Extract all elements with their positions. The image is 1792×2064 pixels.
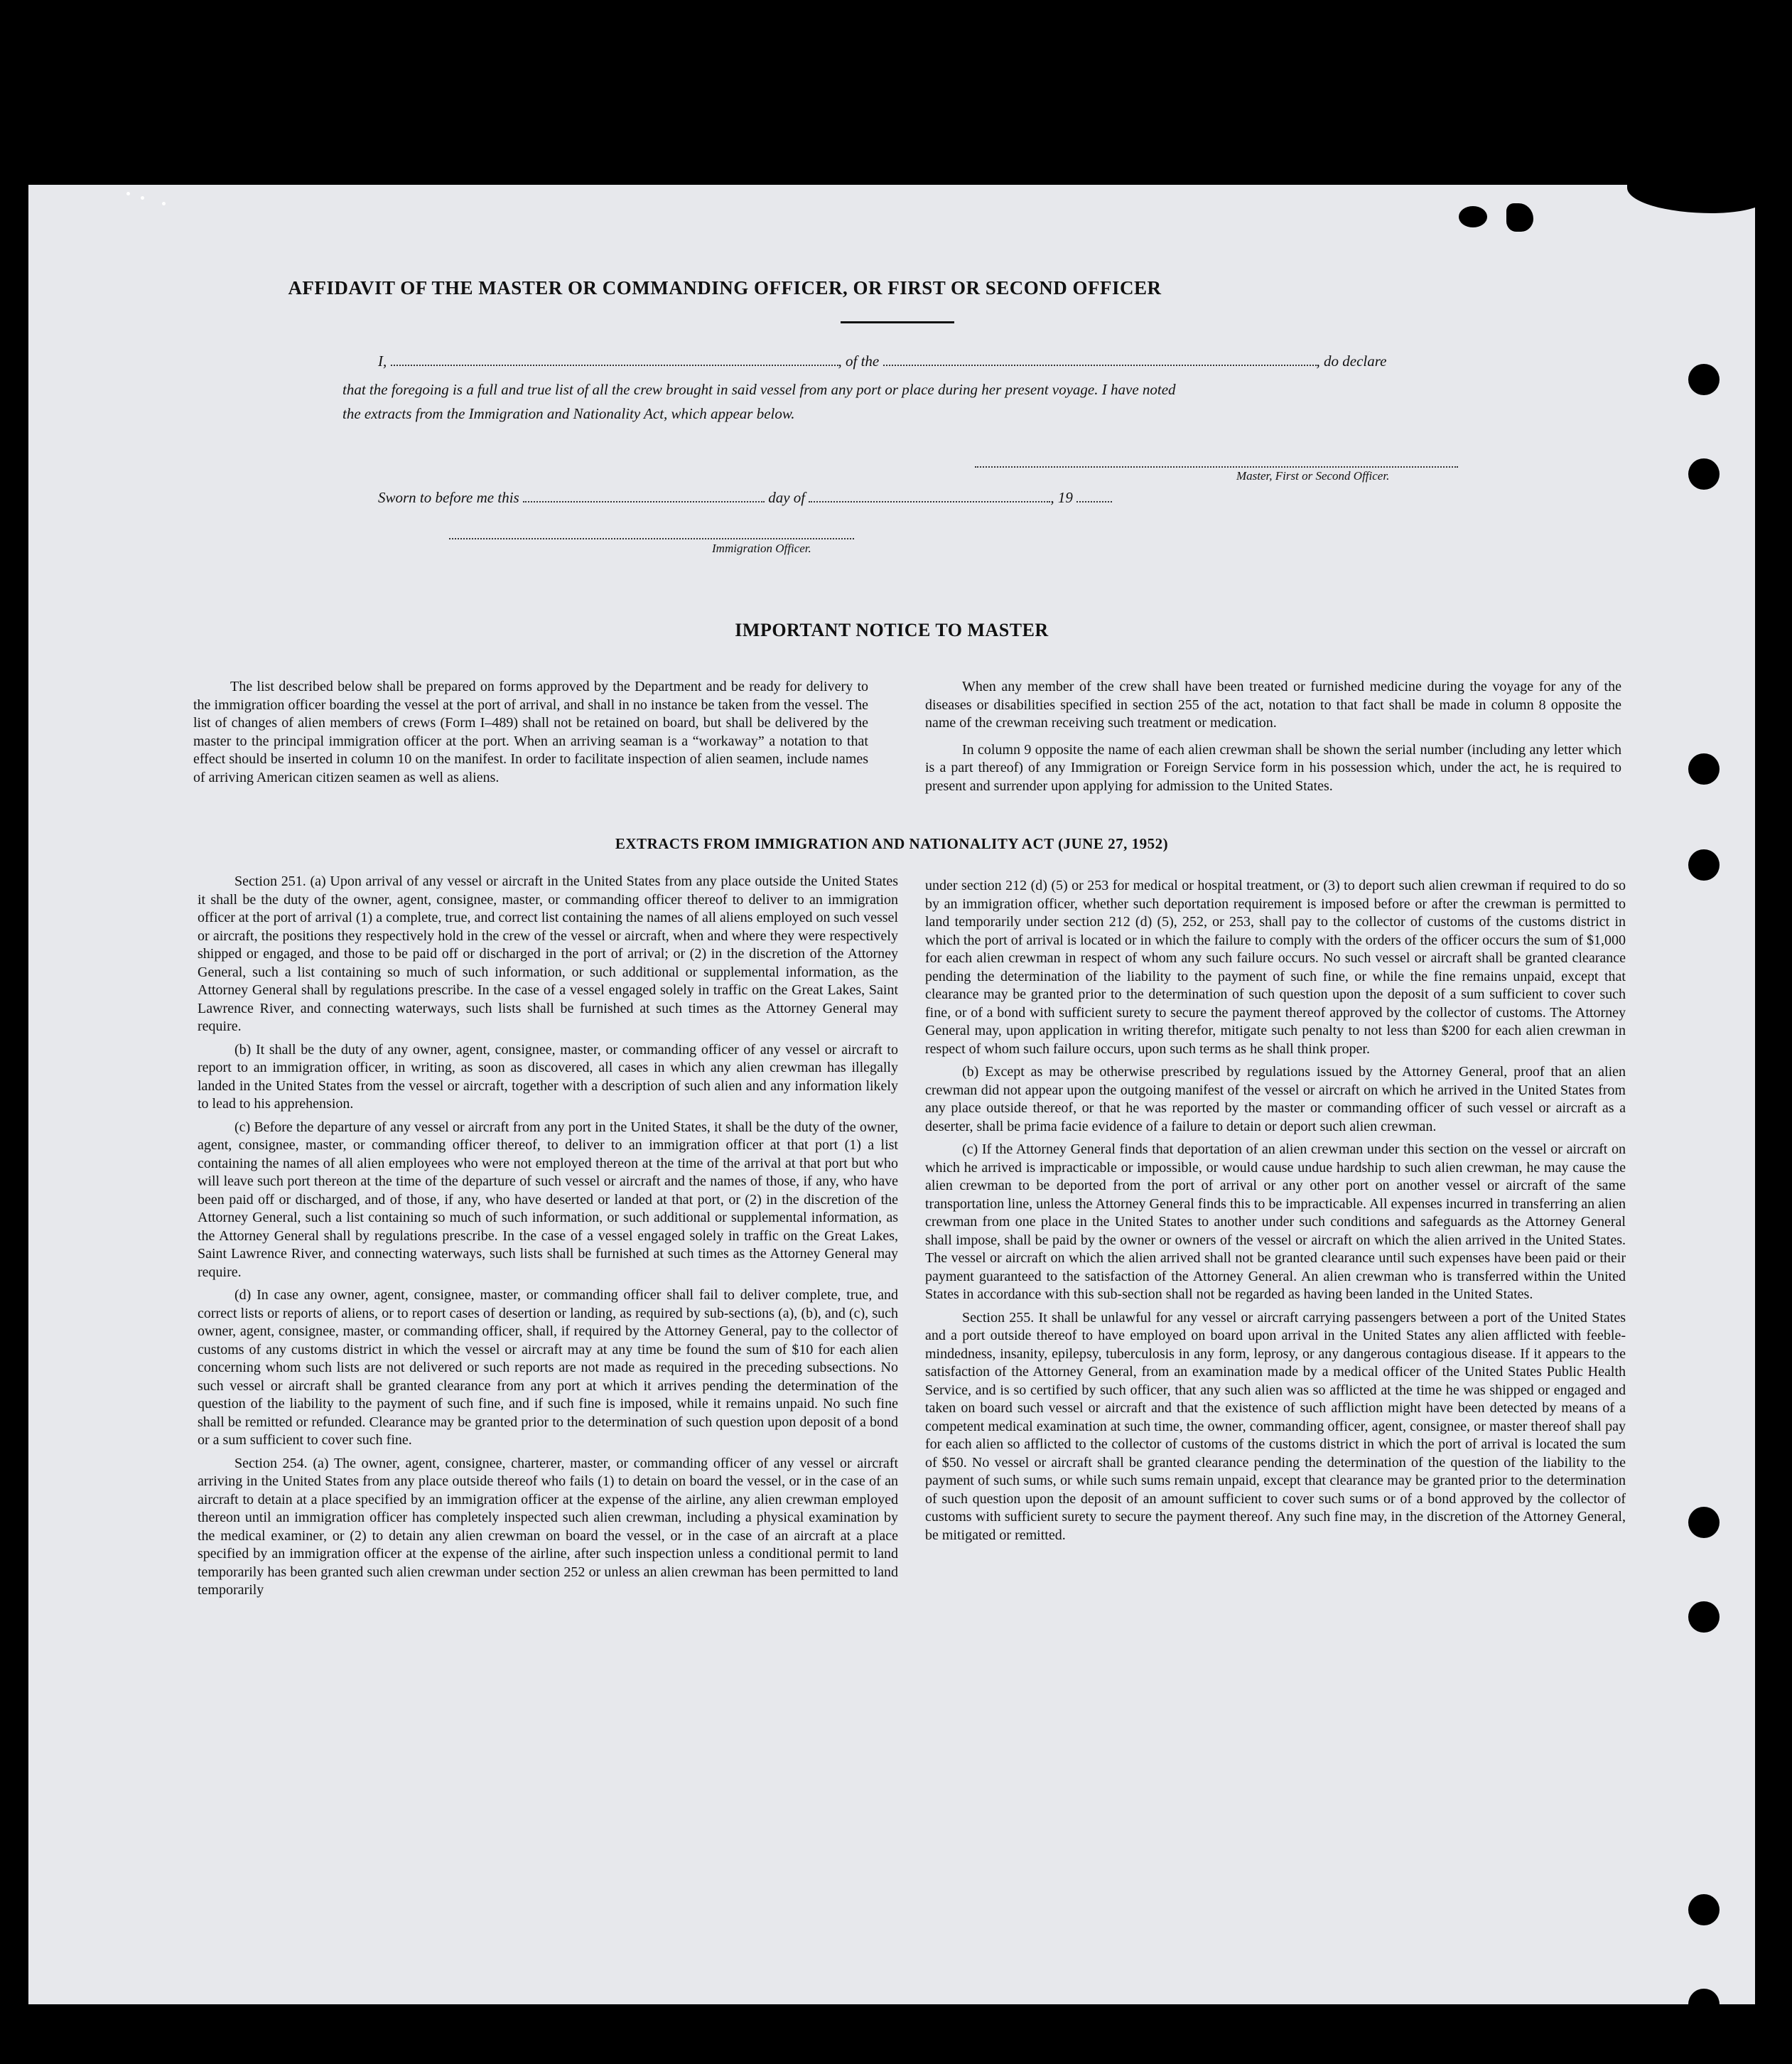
extract-paragraph: (b) It shall be the duty of any owner, agent, consignee, master, or commanding officer of any vessel or aircraft to report to an immigration officer, in writing, as soon as discovered, all cases in which any alien crewman has illegally landed in the United States from the vessel or aircraft, together with a description of such alien and any information likely to lead to his apprehension. (198, 1041, 898, 1112)
affidavit-title: AFFIDAVIT OF THE MASTER OR COMMANDING OFFICER, OR FIRST OR SECOND OFFICER (288, 277, 1162, 299)
notice-right-paragraph-2: In column 9 opposite the name of each alien crewman shall be shown the serial number (including any letter which is a part thereof) of any Immigration or Foreign Service form in his possession which, under the act, he is required to present and surrender upon applying for admission to the United States. (925, 741, 1621, 794)
extracts-left-column (198, 873, 898, 1605)
sworn-label: Sworn to before me this (378, 489, 519, 506)
vessel-blank[interactable] (883, 364, 1317, 366)
binder-hole (1688, 753, 1720, 785)
declaration-line-1 (378, 353, 1386, 370)
officer-signature-line[interactable] (449, 537, 854, 539)
document-page (28, 185, 1755, 2004)
day-of-label: day of (768, 489, 806, 506)
sworn-year-blank[interactable] (1076, 500, 1112, 502)
master-signature-label: Master, First or Second Officer. (1236, 469, 1390, 483)
extract-paragraph: (b) Except as may be otherwise prescribed by regulations issued by the Attorney General, proof that an alien crewman did not appear upon the outgoing manifest of the vessel or aircraft on which he arrived in the United States from any place outside thereof, or that he was reported by the master or commanding officer of such vessel or aircraft as a deserter, shall be prima facie evidence of a failure to detain or deport such alien crewman. (925, 1064, 1626, 1134)
binder-hole (1688, 1989, 1720, 2020)
extract-paragraph: under section 212 (d) (5) or 253 for medical or hospital treatment, or (3) to deport such alien crewman if required to do so by an immigration officer, whether such deportation requirement is imposed before or after the crewman is permitted to land temporarily under section 212 (d) (5), 252, or 253, shall pay to the collector of customs of the customs district in which the port of arrival is located or in which the failure to comply with the orders of the officer occurs the sum of $1,000 for each alien crewman in respect of whom any such failure occurs. No such vessel or aircraft shall be granted clearance pending the determination of the liability to the payment of such fine, or while the fine remains unpaid, except that clearance may be granted prior to the determination of such question upon the deposit of a sum sufficient to cover such fine, or of a bond with sufficient surety to secure the payment thereof approved by the collector of customs. The Attorney General may, upon application in writing therefor, mitigate such penalty to not less than $200 for each alien crewman in respect of whom such failure occurs, upon such terms as he shall think proper. (925, 878, 1626, 1057)
notice-right-column (925, 678, 1621, 800)
name-blank[interactable] (391, 364, 838, 366)
declaration-line-3: the extracts from the Immigration and Nationality Act, which appear below. (342, 405, 795, 422)
of-the-label: , of the (838, 353, 880, 370)
ink-blot (1506, 203, 1533, 232)
officer-signature-label: Immigration Officer. (712, 542, 811, 555)
year-label: , 19 (1050, 489, 1073, 506)
binder-hole (1688, 364, 1720, 395)
extract-paragraph: Section 254. (a) The owner, agent, consignee, charterer, master, or commanding officer of any vessel or aircraft arriving in the United States from any place outside thereof who fails (1) to detain on board the vessel, or in the case of an aircraft to detain at a place specified by an immigration officer at the expense of the airline, any alien crewman employed thereon until an immigration officer has completely inspected such alien crewman, including a physical examination by the medical examiner, or (2) to detain any alien crewman on board the vessel, or in the case of an aircraft at a place specified by an immigration officer at the expense of the airline, after such inspection unless a conditional permit to land temporarily has been granted such alien crewman under section 252 or unless an alien crewman has been permitted to land temporarily (198, 1455, 898, 1598)
sworn-line (378, 489, 1112, 507)
dust-speck (162, 202, 166, 205)
master-signature-line[interactable] (975, 466, 1458, 468)
do-declare-label: , do declare (1316, 353, 1387, 370)
declaration-line-2: that the foregoing is a full and true list of all the crew brought in said vessel from any port or place during her present voyage. I have noted (342, 381, 1176, 398)
extract-paragraph: Section 251. (a) Upon arrival of any vessel or aircraft in the United States from any place outside the United States it shall be the duty of the owner, agent, consignee, master, or commanding officer thereof to deliver to an immigration officer at the port of arrival (1) a complete, true, and correct list containing the names of all aliens employed on such vessel or aircraft, the positions they respectively hold in the crew of the vessel or aircraft, when and where they were respectively shipped or engaged, and those to be paid off or discharged in the port of arrival; or (2) in the discretion of the Attorney General, such a list containing so much of such information, or such additional or supplemental information, as the Attorney General shall by regulations prescribe. In the case of a vessel engaged solely in traffic on the Great Lakes, Saint Lawrence River, and connecting waterways, such lists shall be furnished at such times as the Attorney General may require. (198, 874, 898, 1034)
sworn-month-blank[interactable] (809, 500, 1050, 502)
sworn-day-blank[interactable] (523, 500, 765, 502)
i-label: I, (378, 353, 387, 370)
extracts-title: EXTRACTS FROM IMMIGRATION AND NATIONALITY ACT (JUNE 27, 1952) (615, 835, 1169, 852)
binder-hole (1688, 1507, 1720, 1538)
extract-paragraph: (d) In case any owner, agent, consignee, master, or commanding officer shall fail to deliver complete, true, and correct lists or reports of aliens, or to report cases of desertion or landing, as required by sub-sections (a), (b), and (c), such owner, agent, consignee, master, or commanding officer, shall, if required by the Attorney General, pay to the collector of customs of any customs district in which the vessel or aircraft may at any time be found the sum of $10 for each alien concerning whom such lists are not delivered or such reports are not made as required in the preceding subsections. No such vessel or aircraft shall be granted clearance from any port at which it arrives pending the determination of the question of the liability to the payment of such fine, and if such fine is imposed, while it remains unpaid. No such fine shall be remitted or refunded. Clearance may be granted prior to the determination of such question upon deposit of a bond or a sum sufficient to cover such fine. (198, 1287, 898, 1448)
binder-hole (1688, 458, 1720, 490)
dust-speck (141, 196, 144, 200)
extract-paragraph: Section 255. It shall be unlawful for any vessel or aircraft carrying passengers between a port of the United States and a port outside thereof to have employed on board upon arrival in the United States any alien afflicted with feeble-mindedness, insanity, epilepsy, tuberculosis in any form, leprosy, or any dangerous contagious disease. If it appears to the satisfaction of the Attorney General, from an examination made by a medical officer of the United States Public Health Service, and is so certified by such officer, that any such alien was so afflicted at the time he was shipped or engaged and taken on board such vessel or aircraft and that the existence of such affliction might have been detected by means of a competent medical examination at such time, the owner, commanding officer, agent, consignee, or master thereof shall pay for each alien so afflicted to the collector of customs of the customs district in which the port of arrival is located the sum of $50. No vessel or aircraft shall be granted clearance pending the determination of the question of the liability to the payment of such sums, or while such sums remain unpaid, except that clearance may be granted prior to the determination of such question upon the deposit of an amount sufficient to cover such sums or of a bond approved by the collector of customs with sufficient surety to secure the payment thereof. Any such fine may, in the discretion of the Attorney General, be mitigated or remitted. (925, 1309, 1626, 1543)
binder-hole (1688, 849, 1720, 881)
notice-title: IMPORTANT NOTICE TO MASTER (735, 620, 1049, 640)
extract-paragraph: (c) If the Attorney General finds that deportation of an alien crewman under this section on the vessel or aircraft on which he arrived is impracticable or impossible, or would cause undue hardship to such alien crewman, he may cause the alien crewman to be deported from the port of arrival or any other port on another vessel or aircraft of the same transportation line, unless the Attorney General finds this to be impracticable. All expenses incurred in transferring an alien crewman from one place in the United States to another under such conditions and safeguards as the Attorney General shall impose, shall be paid by the owner or owners of the vessel or aircraft on which the alien arrived in the United States. The vessel or aircraft on which the alien arrived shall not be granted clearance until such expenses have been paid or their payment guaranteed to the satisfaction of the Attorney General. An alien crewman who is transferred within the United States in accordance with this sub-section shall not be regarded as having been landed in the United States. (925, 1141, 1626, 1302)
notice-right-paragraph-1: When any member of the crew shall have been treated or furnished medicine during the voyage for any of the diseases or disabilities specified in section 255 of the act, notation to that fact shall be made in column 8 opposite the name of the crewman receiving such treatment or medication. (925, 679, 1621, 731)
extract-paragraph: (c) Before the departure of any vessel or aircraft from any port in the United States, it shall be the duty of the owner, agent, consignee, master, or commanding officer thereof, to deliver to an immigration officer at that port (1) a list containing the names of all alien employees who were not employed thereon at the time of the arrival at that port but who will leave such port thereon at the time of the departure of such vessel or aircraft and the names of those, if any, who have been paid off or discharged, and of those, if any, who have deserted or landed at that port, or (2) in the discretion of the Attorney General, such a list containing so much of such information, or such additional or supplemental information, as the Attorney General shall by regulations prescribe. In the case of a vessel engaged solely in traffic on the Great Lakes, Saint Lawrence River, and connecting waterways, such lists shall be furnished at such times as the Attorney General may require. (198, 1119, 898, 1280)
title-divider (841, 321, 954, 323)
dust-speck (126, 192, 130, 195)
binder-hole (1688, 1894, 1720, 1925)
extracts-right-column (925, 877, 1626, 1549)
ink-blot (1459, 206, 1487, 227)
binder-hole (1688, 1601, 1720, 1633)
page-tear (1627, 171, 1769, 213)
notice-left-column (193, 678, 868, 792)
notice-left-paragraph: The list described below shall be prepared on forms approved by the Department and be ready for delivery to the immigration officer boarding the vessel at the port of arrival, and shall in no instance be taken from the vessel. The list of changes of alien members of crews (Form I–489) shall not be retained on board, but shall be delivered by the master to the principal immigration officer at the port. When an arriving seaman is a “workaway” a notation to that effect should be inserted in column 10 on the manifest. In order to facilitate inspection of alien seamen, include names of arriving American citizen seamen as well as aliens. (193, 679, 868, 785)
